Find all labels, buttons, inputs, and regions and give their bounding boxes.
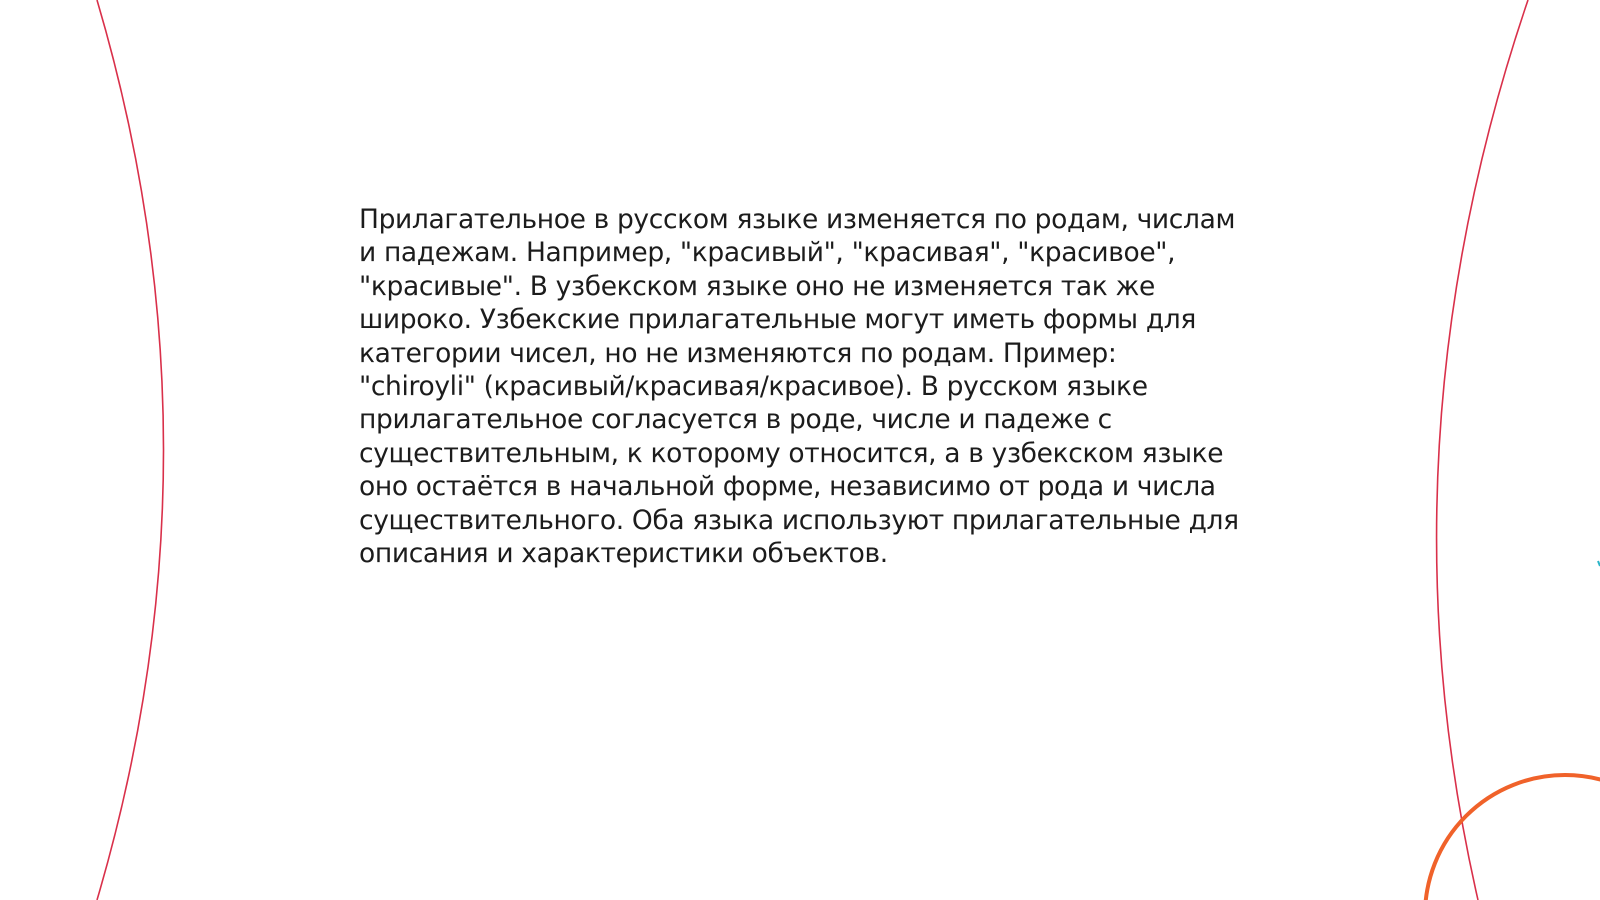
- slide-body-text: Прилагательное в русском языке изменяется по родам, числам и падежам. Например, "красивый", "красивая", "красивое", "красивые". В узбекском языке оно не изменяется так же широко. Узбекские прилагательные могут иметь формы для категории чисел, но не изменяются по родам. Пример: "chiroyli" (красивый/красивая/красивое). В русском языке прилагательное согласуется в роде, числе и падеже с существительным, к которому относится, а в узбекском языке оно остаётся в начальной форме, независимо от рода и числа существительного. Оба языка используют прилагательные для описания и характеристики объектов.: [359, 204, 1239, 570]
- bottom-right-ring: [1425, 775, 1600, 900]
- left-arc-line: [97, 0, 164, 900]
- right-arc-line: [1437, 0, 1528, 900]
